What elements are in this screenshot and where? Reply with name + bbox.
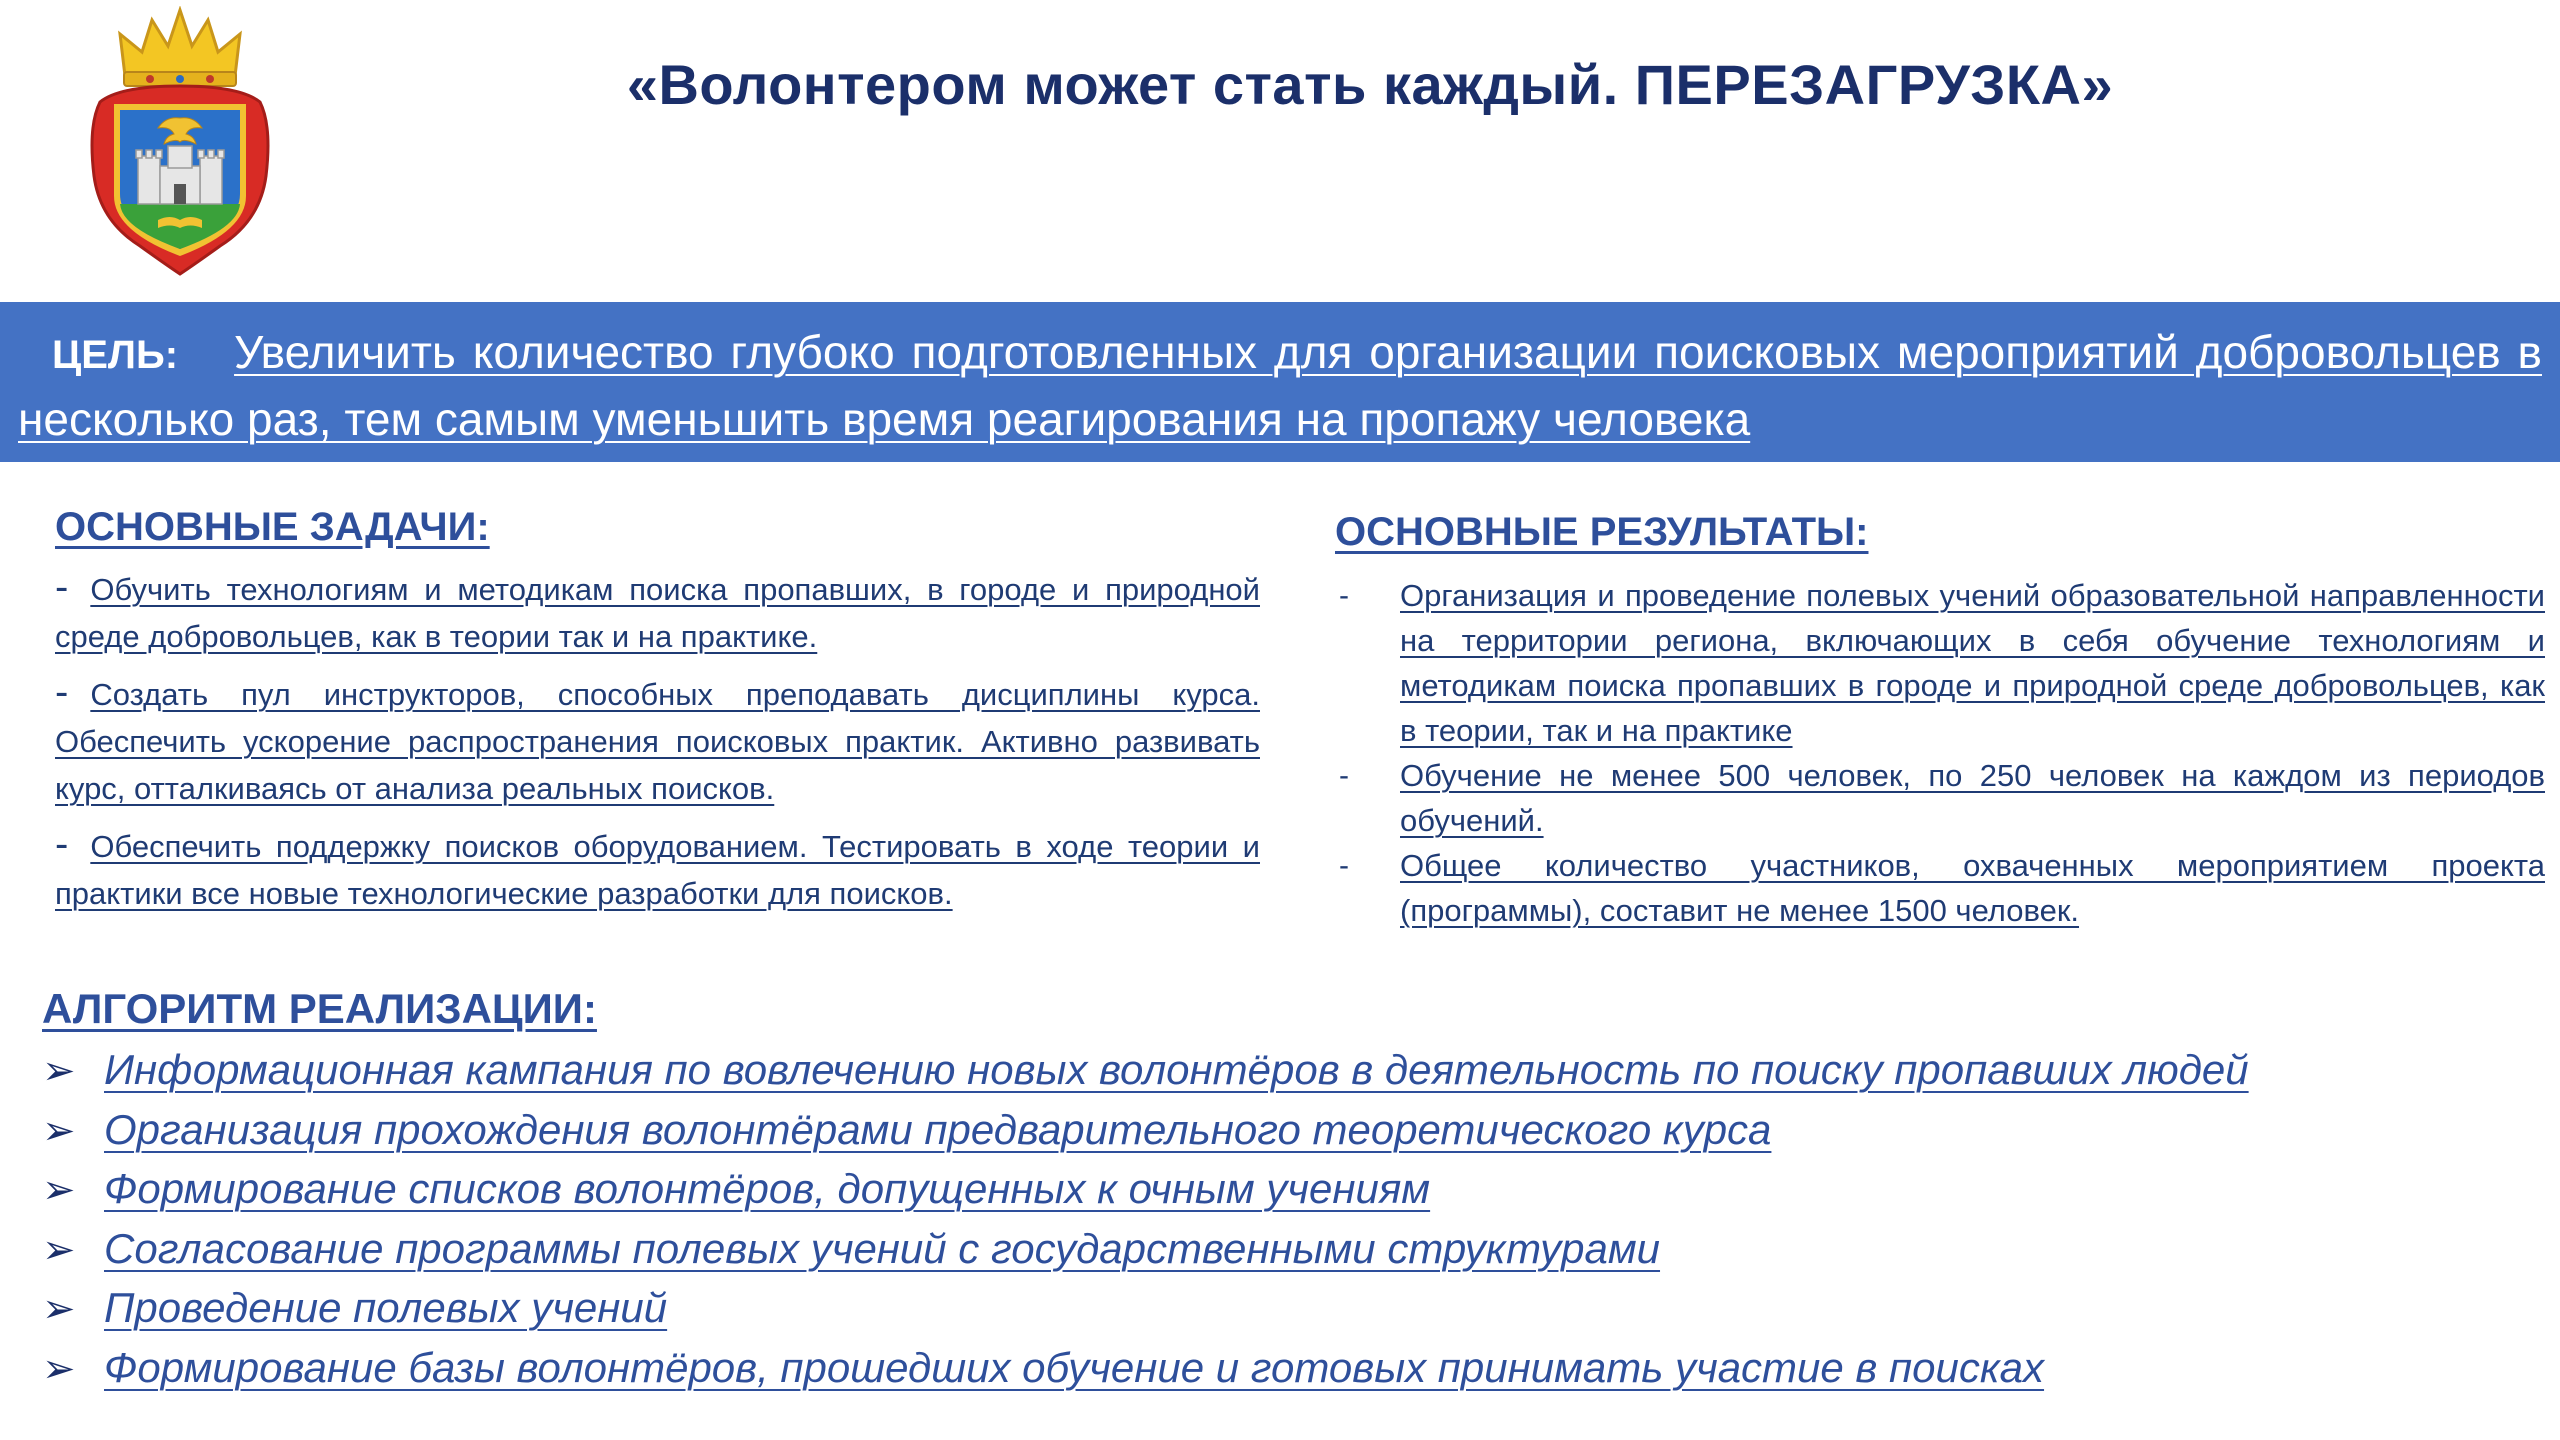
list-item bbox=[1335, 843, 2545, 933]
dash-bullet: - bbox=[1339, 579, 1349, 612]
algorithm-heading: АЛГОРИТМ РЕАЛИЗАЦИИ: bbox=[42, 985, 597, 1032]
goal-description: Увеличить количество глубоко подготовленных для организации поисковых мероприятий добровольцев в несколько раз, тем самым уменьшить время реагирования на пропажу человека bbox=[18, 326, 2542, 445]
tasks-section bbox=[55, 505, 1260, 926]
tasks-heading: ОСНОВНЫЕ ЗАДАЧИ: bbox=[55, 505, 490, 549]
dash-bullet: - bbox=[55, 670, 69, 714]
list-item bbox=[1335, 753, 2545, 843]
coat-of-arms-icon bbox=[80, 6, 280, 276]
results-heading: ОСНОВНЫЕ РЕЗУЛЬТАТЫ: bbox=[1335, 510, 1869, 554]
arrow-bullet-icon: ➢ bbox=[42, 1287, 76, 1331]
algorithm-step: Формирование списков волонтёров, допущенных к очным учениям bbox=[104, 1165, 1431, 1212]
dash-bullet: - bbox=[55, 822, 69, 866]
result-text: Обучение не менее 500 человек, по 250 человек на каждом из периодов обучений. bbox=[1400, 758, 2545, 838]
task-text: Обучить технологиям и методикам поиска пропавших, в городе и природной среде добровольцев, как в теории так и на практике. bbox=[55, 572, 1260, 654]
task-text: Создать пул инструкторов, способных преподавать дисциплины курса. Обеспечить ускорение распространения поисковых практик. Активно развивать курс, отталкиваясь от анализа реальных поисков. bbox=[55, 677, 1260, 806]
arrow-bullet-icon: ➢ bbox=[42, 1049, 76, 1093]
goal-banner bbox=[0, 302, 2560, 462]
crown-icon bbox=[120, 10, 240, 86]
goal-text bbox=[18, 320, 2542, 451]
dash-bullet: - bbox=[55, 565, 69, 609]
task-text: Обеспечить поддержку поисков оборудованием. Тестировать в ходе теории и практики все новые технологические разработки для поисков. bbox=[55, 829, 1260, 911]
arrow-bullet-icon: ➢ bbox=[42, 1227, 76, 1272]
list-item bbox=[55, 669, 1260, 812]
algorithm-step: Организация прохождения волонтёрами предварительного теоретического курса bbox=[104, 1105, 1772, 1153]
result-text: Организация и проведение полевых учений образовательной направленности на территории региона, включающих в себя обучение технологиям и методикам поиска пропавших в городе и природной среде добровольцев, как в теории, так и на практике bbox=[1400, 578, 2545, 748]
result-text: Общее количество участников, охваченных мероприятием проекта (программы), составит не менее 1500 человек. bbox=[1400, 848, 2545, 928]
algorithm-step: Формирование базы волонтёров, прошедших обучение и готовых принимать участие в поисках bbox=[104, 1343, 2045, 1391]
arrow-bullet-icon: ➢ bbox=[42, 1168, 76, 1212]
dash-bullet: - bbox=[1339, 759, 1349, 792]
algorithm-step: Проведение полевых учений bbox=[104, 1284, 668, 1331]
list-item bbox=[42, 1160, 2522, 1220]
algorithm-step: Согласование программы полевых учений с государственными структурами bbox=[104, 1224, 1661, 1272]
list-item bbox=[42, 1279, 2522, 1339]
list-item bbox=[42, 1101, 2522, 1161]
arrow-bullet-icon: ➢ bbox=[42, 1346, 76, 1391]
list-item bbox=[55, 821, 1260, 917]
list-item bbox=[42, 1220, 2522, 1280]
list-item bbox=[42, 1041, 2522, 1101]
algorithm-step: Информационная кампания по вовлечению новых волонтёров в деятельность по поиску пропавших людей bbox=[104, 1046, 2249, 1093]
list-item bbox=[55, 564, 1260, 660]
page-title: «Волонтером может стать каждый. ПЕРЕЗАГРУЗКА» bbox=[626, 53, 2114, 116]
list-item bbox=[1335, 573, 2545, 753]
algorithm-list bbox=[42, 1041, 2522, 1398]
tasks-list bbox=[55, 564, 1260, 917]
goal-label: ЦЕЛЬ: bbox=[52, 333, 179, 377]
algorithm-section bbox=[42, 985, 2522, 1398]
arrow-bullet-icon: ➢ bbox=[42, 1108, 76, 1153]
results-list bbox=[1335, 573, 2545, 933]
dash-bullet: - bbox=[1339, 849, 1349, 882]
list-item bbox=[42, 1339, 2522, 1399]
results-section bbox=[1335, 510, 2545, 933]
